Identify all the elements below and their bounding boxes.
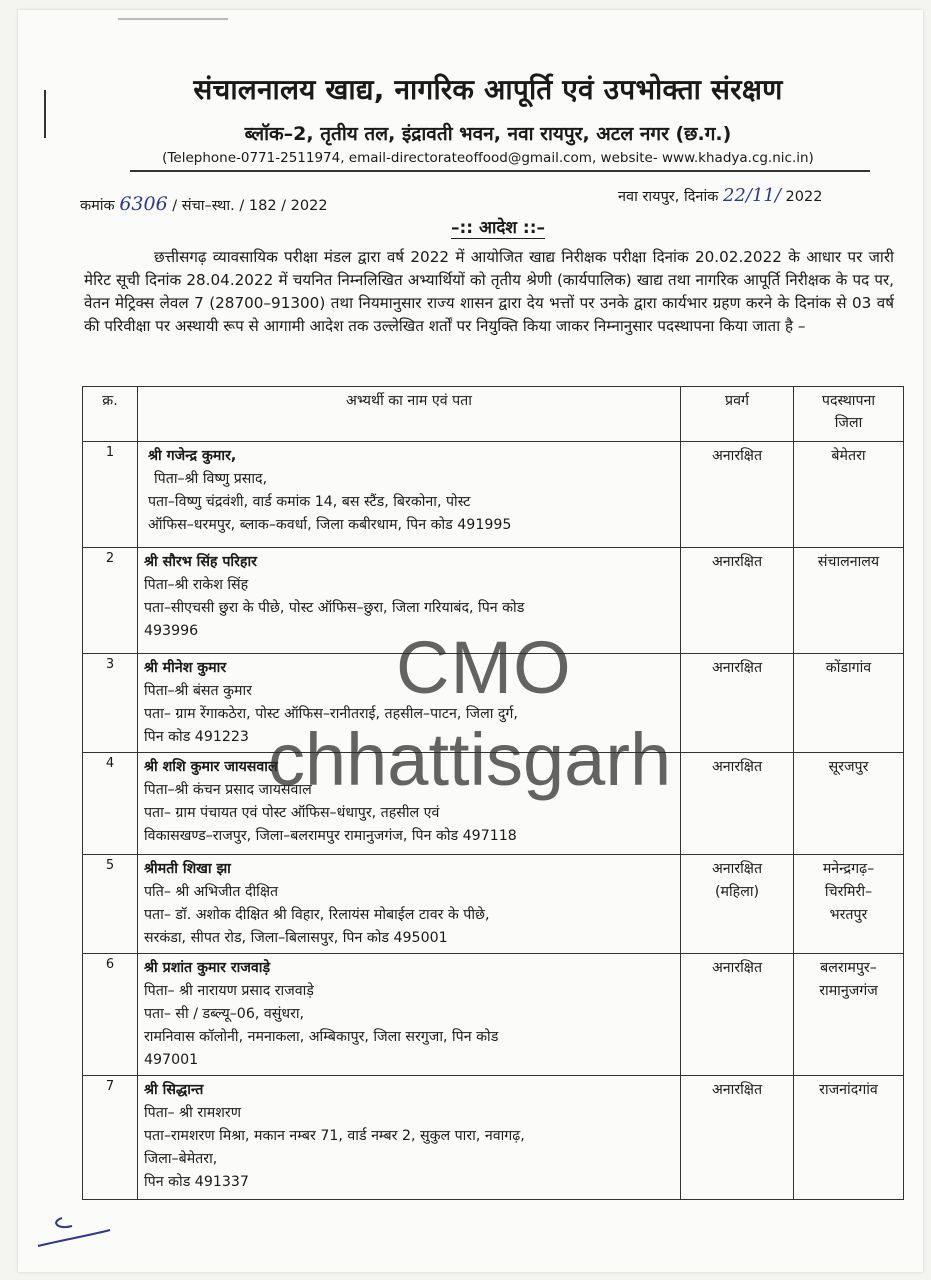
row-district: बेमेतरा	[794, 442, 904, 548]
candidate-name: श्री सिद्धान्त	[144, 1082, 204, 1098]
row-sn: 4	[83, 753, 138, 855]
margin-mark	[44, 90, 46, 138]
row-category	[681, 855, 794, 954]
candidate-address: पता– डॉ. अशोक दीक्षित श्री विहार, रिलायंस मोबाईल टावर के पीछे,	[144, 907, 490, 923]
candidate-address: 497001	[144, 1052, 199, 1068]
reference-number	[80, 193, 328, 215]
table-row	[83, 954, 904, 1076]
table-row	[83, 753, 904, 855]
candidate-address: रामनिवास कॉलोनी, नमनाकला, अम्बिकापुर, जिला सरगुजा, पिन कोड	[144, 1029, 499, 1045]
candidate-address: पता– सी / डब्ल्यू–06, वसुंधरा,	[144, 1006, 305, 1022]
row-district: राजनांदगांव	[794, 1076, 904, 1200]
header-name: अभ्यर्थी का नाम एवं पता	[138, 387, 681, 442]
district-line: चिरमिरी–	[824, 884, 873, 900]
row-sn: 7	[83, 1076, 138, 1200]
initials-signature	[32, 1206, 122, 1258]
date-prefix: नवा रायपुर, दिनांक	[618, 189, 719, 205]
row-district: संचालनालय	[794, 548, 904, 654]
table-row	[83, 654, 904, 753]
category-line: अनारक्षित	[711, 861, 763, 877]
office-title: संचालनालय खाद्य, नागरिक आपूर्ति एवं उपभोक्ता संरक्षण	[193, 73, 783, 106]
table-row	[83, 1076, 904, 1200]
row-candidate	[138, 442, 681, 548]
candidate-address: 493996	[144, 623, 199, 639]
candidate-name: श्री मीनेश कुमार	[144, 660, 227, 676]
order-date	[618, 185, 822, 206]
candidate-name: श्रीमती शिखा झा	[144, 861, 231, 877]
candidate-address: सरकंडा, सीपत रोड, जिला–बिलासपुर, पिन कोड 495001	[144, 930, 448, 946]
office-contact: (Telephone-0771-2511974, email-directorateoffood@gmail.com, website- www.khadya.cg.nic.in)	[162, 150, 814, 166]
candidate-address: पिन कोड 491337	[144, 1174, 249, 1190]
district-line: भरतपुर	[829, 907, 868, 923]
header-district-line1: पदस्थापना	[821, 393, 876, 409]
row-sn: 2	[83, 548, 138, 654]
candidate-relation: पति– श्री अभिजीत दीक्षित	[144, 884, 279, 900]
date-year: 2022	[785, 189, 823, 205]
candidate-relation: पिता– श्री रामशरण	[144, 1105, 241, 1121]
candidate-name: श्री गजेन्द्र कुमार,	[148, 448, 237, 464]
table-row	[83, 442, 904, 548]
header-district-line2: जिला	[834, 415, 863, 431]
row-sn: 1	[83, 442, 138, 548]
row-category: अनारक्षित	[681, 442, 794, 548]
reference-handwritten-number: 6306	[119, 193, 168, 215]
row-district: कोंडागांव	[794, 654, 904, 753]
document-page	[18, 10, 923, 1272]
candidate-address: पिन कोड 491223	[144, 729, 249, 745]
reference-prefix: कमांक	[80, 198, 115, 214]
row-candidate	[138, 654, 681, 753]
row-category: अनारक्षित	[681, 1076, 794, 1200]
district-line: रामानुजगंज	[819, 983, 878, 999]
order-heading-text: –:: आदेश ::–	[451, 218, 545, 238]
category-line: (महिला)	[714, 884, 760, 900]
row-sn: 5	[83, 855, 138, 954]
appointment-table	[82, 386, 904, 1200]
row-candidate	[138, 548, 681, 654]
table-row	[83, 855, 904, 954]
row-candidate	[138, 855, 681, 954]
candidate-address: पता– ग्राम रेंगाकठेरा, पोस्ट ऑफिस–रानीतराई, तहसील–पाटन, जिला दुर्ग,	[144, 706, 518, 722]
candidate-address: ऑफिस–धरमपुर, ब्लाक–कवर्धा, जिला कबीरधाम, पिन कोड 491995	[148, 517, 512, 533]
candidate-relation: पिता–श्री विष्णु प्रसाद,	[154, 471, 268, 487]
candidate-relation: पिता–श्री बंसत कुमार	[144, 683, 252, 699]
candidate-address: पता– ग्राम पंचायत एवं पोस्ट ऑफिस–धंधापुर, तहसील एवं	[144, 805, 440, 821]
candidate-name: श्री सौरभ सिंह परिहार	[144, 554, 257, 570]
row-candidate	[138, 954, 681, 1076]
district-line: बलरामपुर–	[820, 960, 877, 976]
candidate-address: पता–सीएचसी छुरा के पीछे, पोस्ट ऑफिस–छुरा, जिला गरियाबंद, पिन कोड	[144, 600, 525, 616]
candidate-address: पता–रामशरण मिश्रा, मकान नम्बर 71, वार्ड नम्बर 2, सुकुल पारा, नवागढ़,	[144, 1128, 525, 1144]
office-address: ब्लॉक–2, तृतीय तल, इंद्रावती भवन, नवा रायपुर, अटल नगर (छ.ग.)	[244, 123, 732, 145]
row-candidate	[138, 753, 681, 855]
row-district	[794, 855, 904, 954]
header-sn: क्र.	[83, 387, 138, 442]
watermark-line1: CMO	[396, 626, 572, 709]
header-rule	[130, 170, 870, 172]
reference-suffix: / संचा–स्था. / 182 / 2022	[172, 198, 328, 214]
header-district	[794, 387, 904, 442]
candidate-address: पता–विष्णु चंद्रवंशी, वार्ड कमांक 14, बस स्टैंड, बिरकोना, पोस्ट	[148, 494, 471, 510]
row-category: अनारक्षित	[681, 548, 794, 654]
table-row	[83, 548, 904, 654]
top-scan-mark	[118, 18, 228, 20]
candidate-address: जिला–बेमेतरा,	[144, 1151, 218, 1167]
candidate-address: विकासखण्ड–राजपुर, जिला–बलरामपुर रामानुजगंज, पिन कोड 497118	[144, 828, 517, 844]
district-line: मनेन्द्रगढ़–	[822, 861, 875, 877]
header-category: प्रवर्ग	[681, 387, 794, 442]
order-paragraph-text: छत्तीसगढ़ व्यावसायिक परीक्षा मंडल द्वारा वर्ष 2022 में आयोजित खाद्य निरीक्षक परीक्षा दिनांक 20.02.2022 के आधार पर जारी मेरिट सूची दिनांक 28.04.2022 में चयनित निम्नलिखित अभ्यार्थियों को तृतीय श्रेणी (कार्यपालिक) खाद्य तथा नागरिक आपूर्ति निरीक्षक के पद पर, वेतन मेट्रिक्स लेवल 7 (28700–91300) तथा नियमानुसार राज्य शासन द्वारा देय भत्तों पर उनके द्वारा कार्यभार ग्रहण करने के दिनांक से 03 वर्ष की परिवीक्षा पर अस्थायी रूप से आगामी आदेश तक उल्लेखित शर्तों पर नियुक्ति किया जाकर निम्नानुसार पदस्थापना किया जाता है –	[84, 248, 894, 335]
date-handwritten: 22/11/	[722, 185, 781, 206]
row-category: अनारक्षित	[681, 753, 794, 855]
row-sn: 6	[83, 954, 138, 1076]
row-category: अनारक्षित	[681, 954, 794, 1076]
candidate-relation: पिता–श्री कंचन प्रसाद जायसवाल	[144, 782, 312, 798]
table-header-row	[83, 387, 904, 442]
candidate-name: श्री शशि कुमार जायसवाल	[144, 759, 278, 775]
watermark-line2: chhattisgarh	[268, 718, 672, 801]
row-district	[794, 954, 904, 1076]
candidate-relation: पिता– श्री नारायण प्रसाद राजवाड़े	[144, 983, 314, 999]
candidate-name: श्री प्रशांत कुमार राजवाड़े	[144, 960, 271, 976]
order-heading	[398, 215, 598, 238]
order-paragraph	[84, 246, 894, 338]
row-category: अनारक्षित	[681, 654, 794, 753]
candidate-relation: पिता–श्री राकेश सिंह	[144, 577, 249, 593]
row-district: सूरजपुर	[794, 753, 904, 855]
row-candidate	[138, 1076, 681, 1200]
row-sn: 3	[83, 654, 138, 753]
